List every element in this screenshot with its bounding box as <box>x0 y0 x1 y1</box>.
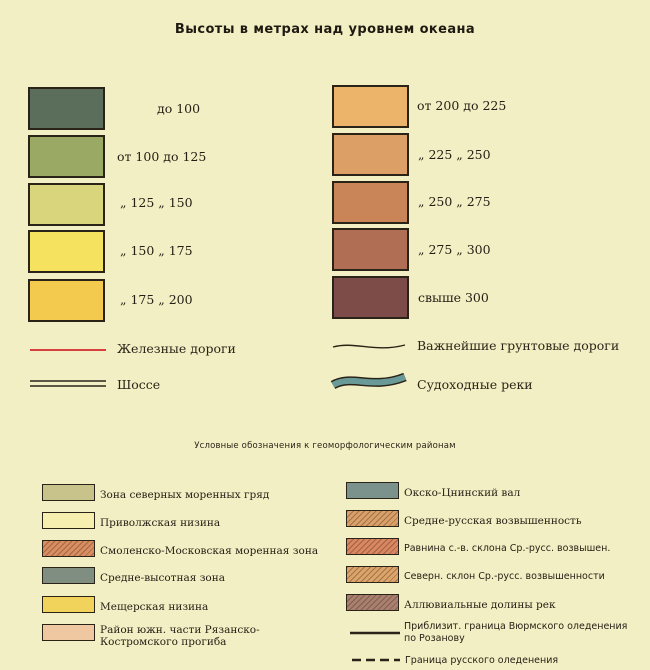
elevation-swatch <box>28 279 105 322</box>
dirt-road-label: Важнейшие грунтовые дороги <box>417 338 620 353</box>
highway-label: Шоссе <box>117 377 161 392</box>
elevation-label: от 200 до 225 <box>417 98 507 113</box>
elevation-label: от 100 до 125 <box>117 149 207 164</box>
region-swatch <box>42 512 95 529</box>
river-label: Судоходные реки <box>417 377 533 392</box>
elevation-swatch <box>332 276 409 319</box>
elevation-label: свыше 300 <box>418 290 489 305</box>
railway-label: Железные дороги <box>117 341 236 356</box>
region-swatch <box>42 567 95 584</box>
elevation-label: до 100 <box>157 101 201 116</box>
region-label: Средне-русская возвышенность <box>404 515 582 527</box>
region-swatch <box>346 510 399 527</box>
elevation-swatch <box>28 87 105 130</box>
region-label: Аллювиальные долины рек <box>404 599 556 611</box>
legend-title: Высоты в метрах над уровнем океана <box>174 22 476 37</box>
wurm-boundary-label: Приблизит. граница Вюрмского оледенения по Розанову <box>404 621 628 644</box>
elevation-swatch <box>332 85 409 128</box>
elevation-swatch <box>332 133 409 176</box>
elevation-swatch <box>332 228 409 271</box>
elevation-label: „ 250 „ 275 <box>418 194 491 209</box>
region-label: Зона северных моренных гряд <box>100 489 270 501</box>
elevation-label: „ 150 „ 175 <box>120 243 193 258</box>
region-swatch <box>42 596 95 613</box>
region-label: Мещерская низина <box>100 601 209 613</box>
region-label: Средне-высотная зона <box>100 572 226 584</box>
region-swatch <box>346 538 399 555</box>
regions-subtitle: Условные обозначения к геоморфологическим районам <box>194 441 456 451</box>
region-swatch <box>42 484 95 501</box>
region-label: Приволжская низина <box>100 517 221 529</box>
elevation-label: „ 175 „ 200 <box>120 292 193 307</box>
elevation-swatch <box>28 183 105 226</box>
region-swatch <box>346 482 399 499</box>
russian-boundary-label: Граница русского оледенения <box>405 655 559 666</box>
elevation-label: „ 225 „ 250 <box>418 147 491 162</box>
region-swatch <box>346 566 399 583</box>
elevation-swatch <box>28 135 105 178</box>
region-label: Северн. склон Ср.-русс. возвышенности <box>404 571 605 582</box>
region-swatch <box>346 594 399 611</box>
region-swatch <box>42 540 95 557</box>
elevation-label: „ 125 „ 150 <box>120 195 193 210</box>
dirt-road-line-symbol <box>333 345 405 348</box>
elevation-label: „ 275 „ 300 <box>418 242 491 257</box>
elevation-swatch <box>28 230 105 273</box>
region-label: Смоленско-Московская моренная зона <box>100 545 319 557</box>
elevation-swatch <box>332 181 409 224</box>
region-label: Равнина с.-в. склона Ср.-русс. возвышен. <box>404 543 611 554</box>
region-label: Окско-Цнинский вал <box>404 487 521 499</box>
region-label: Район южн. части Рязанско-Костромского прогиба <box>100 624 260 648</box>
